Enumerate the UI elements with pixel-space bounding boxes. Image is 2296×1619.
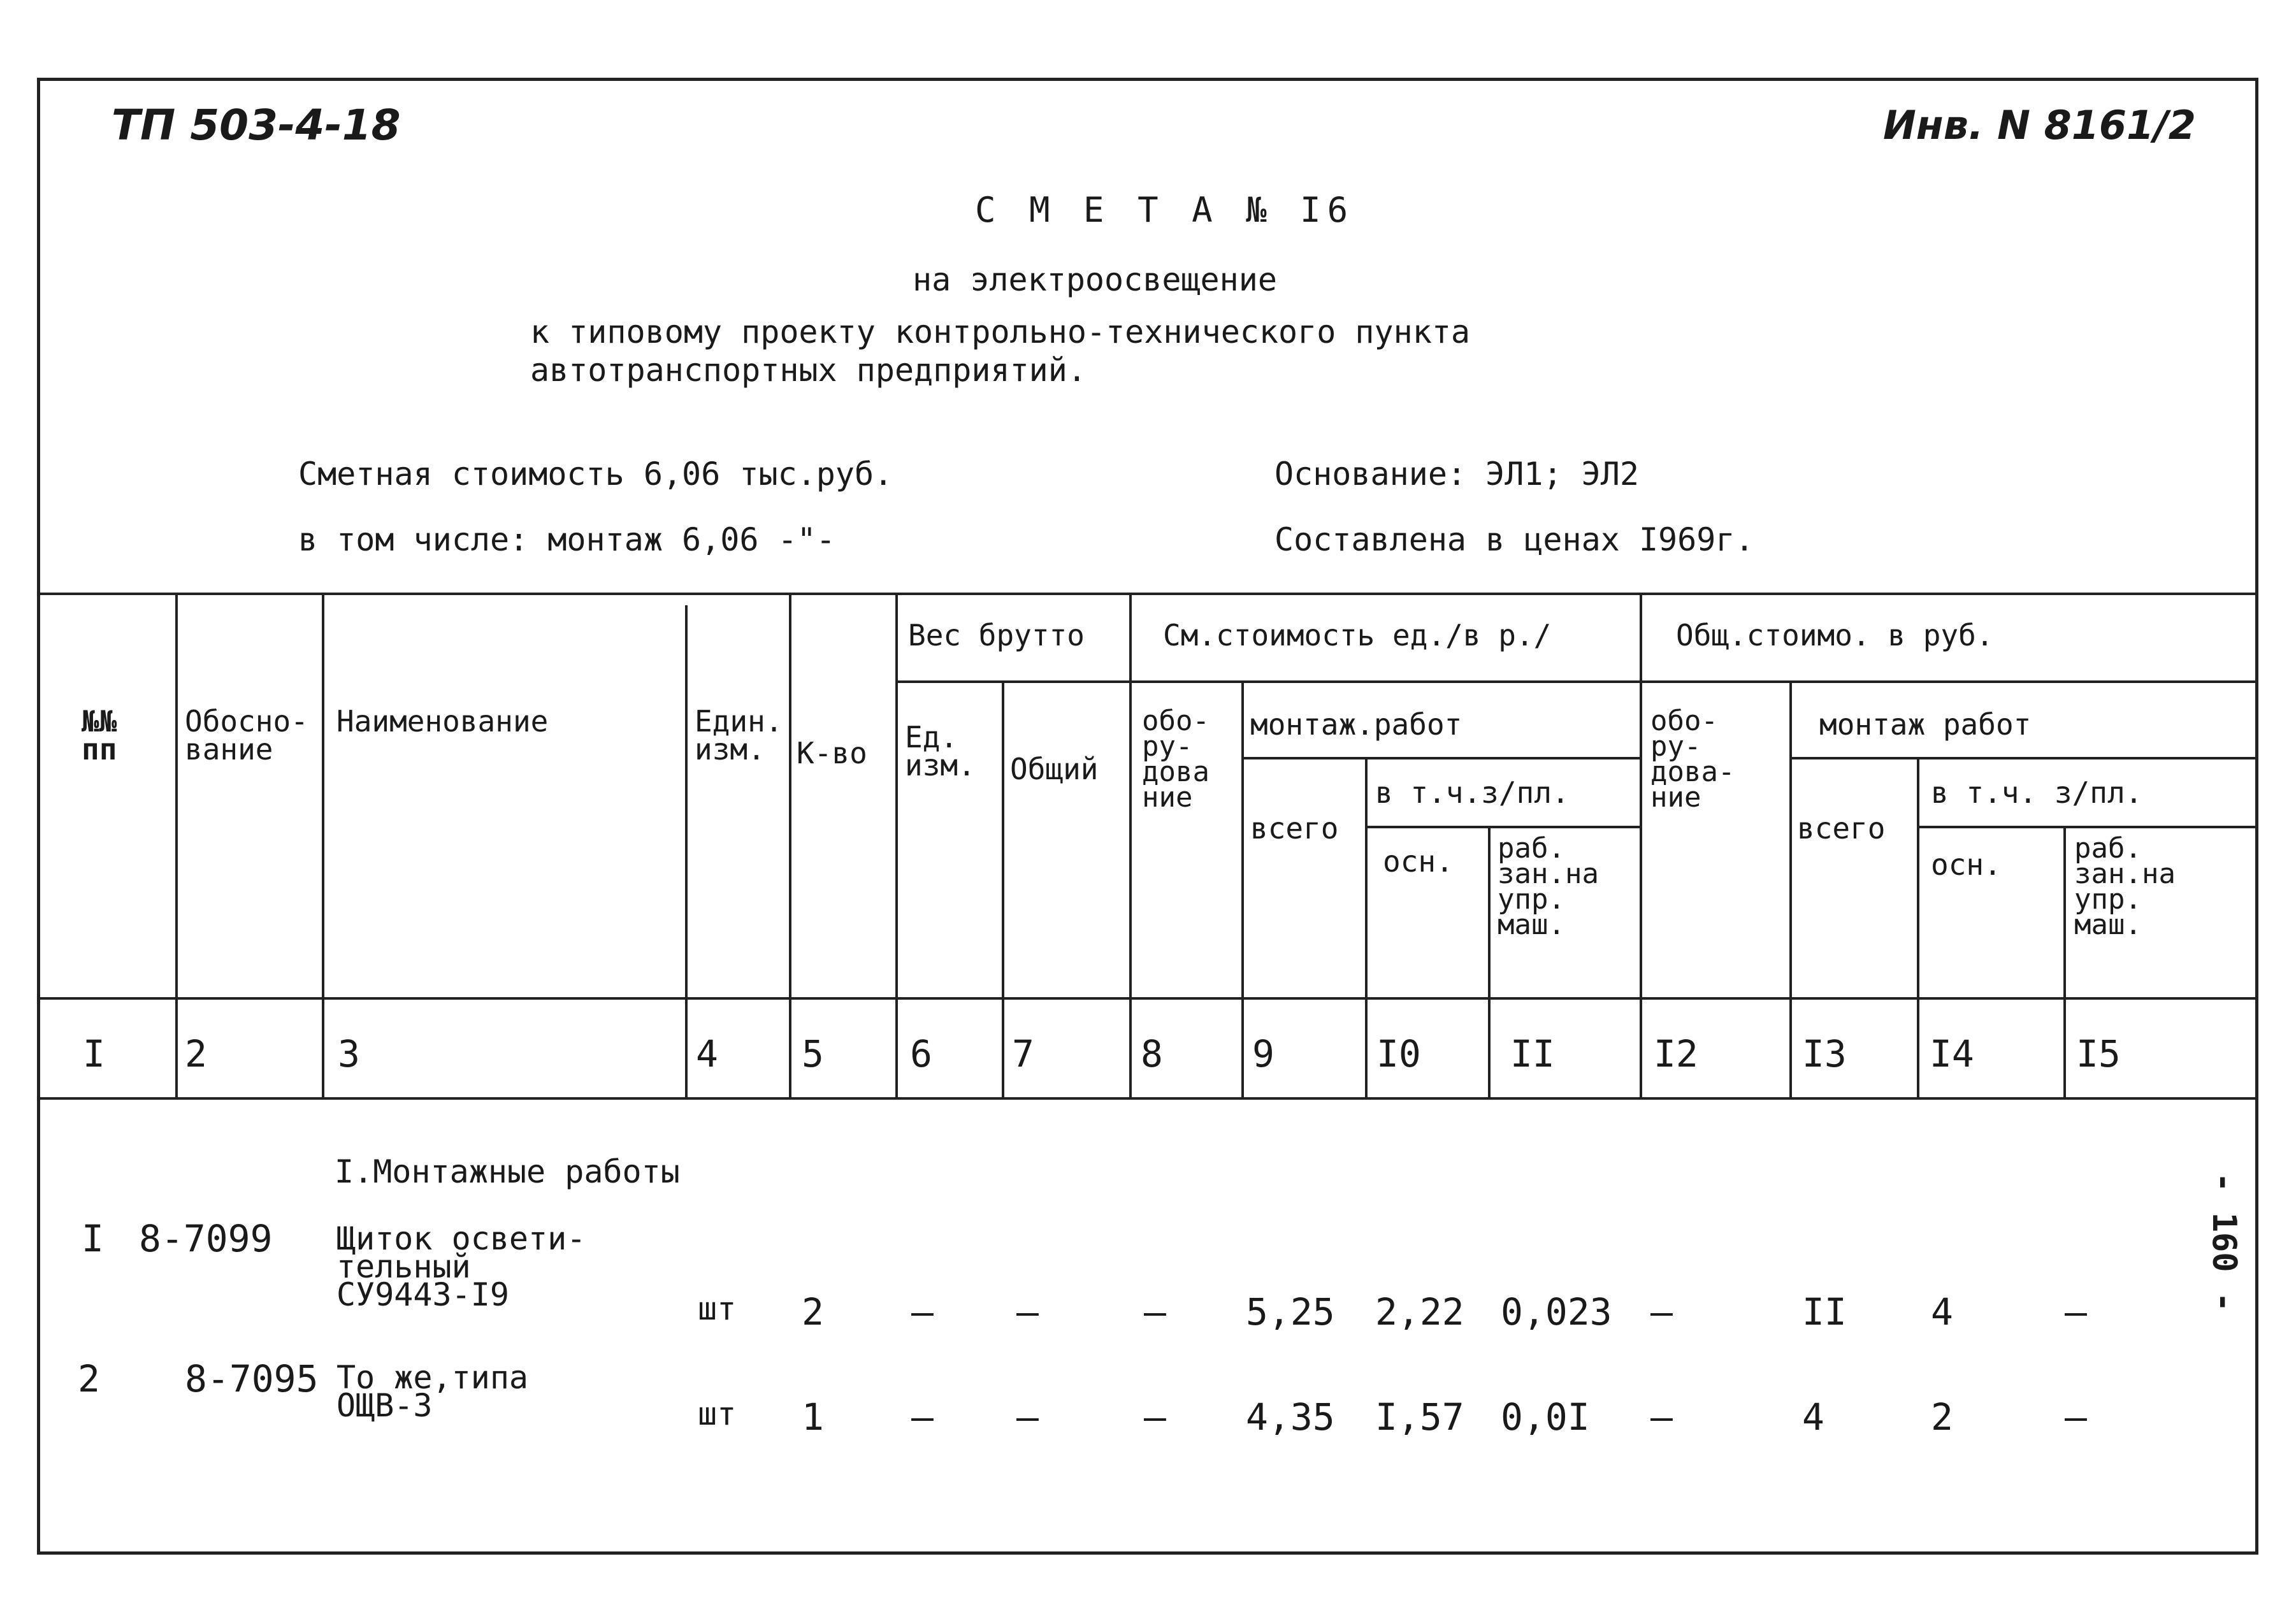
column-number: I3 [1802,1032,1847,1076]
title-line-2: автотранспортных предприятий. [530,352,1087,389]
col-sep-7 [1129,593,1132,1097]
col-sep-2 [322,593,324,1097]
estimated-cost: Сметная стоимость 6,06 тыс.руб. [298,456,893,493]
header-divider-1 [895,680,2256,683]
header-col-no: №№ пп [82,704,117,766]
header-col-wage-base: осн. [1383,844,1454,879]
row1-unit: шт [698,1290,737,1327]
row2-no: 2 [78,1357,100,1400]
row2-total-wage-base: 2 [1931,1395,1953,1439]
col-sep-1 [175,593,178,1097]
column-number: 6 [910,1032,932,1076]
row2-basis: 8-7095 [185,1357,319,1400]
row2-name: То же,типа ОЩВ-3 [336,1359,529,1424]
col-sep-11 [1640,593,1642,1097]
header-divider-3 [1789,757,2258,759]
table-top-line [37,593,2258,595]
col-sep-12 [1789,680,1792,1097]
header-col-machine: раб. зан.на упр. маш. [1498,832,1599,941]
header-col-basis: Обосно- вание [185,704,308,766]
header-col-machine-2: раб. зан.на упр. маш. [2074,832,2176,941]
row1-total-equipment: – [1650,1290,1673,1334]
header-group-unit-cost: См.стоимость ед./в р./ [1163,618,1552,652]
header-bottom-line [37,997,2258,1000]
row1-qty: 2 [802,1290,824,1334]
header-group-incl-wage: в т.ч.з/пл. [1375,775,1570,810]
basis-reference: Основание: ЭЛ1; ЭЛ2 [1274,456,1639,493]
column-number: I [83,1032,105,1076]
header-divider-2 [1241,757,1640,759]
column-numbers-bottom-line [37,1097,2258,1100]
header-col-install-total-2: всего [1797,811,1886,845]
project-code: ТП 503-4-18 [112,101,401,150]
column-number: I2 [1654,1032,1698,1076]
title-line-1: к типовому проекту контрольно-технического пункта [530,313,1471,350]
row2-equipment: – [1144,1395,1166,1439]
col-sep-9 [1365,757,1368,1097]
column-number: 9 [1252,1032,1274,1076]
header-col-install-total: всего [1250,811,1339,845]
row2-qty: 1 [802,1395,824,1439]
col-sep-4 [789,593,791,1097]
section-title: I.Монтажные работы [335,1153,680,1190]
header-col-qty: К-во [797,736,867,770]
document-subtitle: на электроосвещение [913,261,1277,298]
row1-wage-base: 2,22 [1375,1290,1464,1334]
price-level: Составлена в ценах I969г. [1274,521,1754,558]
page-number: - 160 - [2205,1172,2243,1313]
row1-install-total: 5,25 [1246,1290,1335,1334]
row1-no: I [82,1217,104,1260]
header-divider-5 [1917,826,2258,828]
cost-including: в том числе: монтаж 6,06 -"- [298,521,835,558]
row1-name: Щиток освети- тельный СУ9443-I9 [336,1220,586,1313]
row1-total-install: II [1802,1290,1847,1334]
row1-machine: 0,023 [1501,1290,1612,1334]
row2-total-equipment: – [1650,1395,1673,1439]
row2-machine: 0,0I [1501,1395,1590,1439]
col-sep-10 [1488,826,1491,1097]
column-number: 8 [1141,1032,1163,1076]
column-number: II [1510,1032,1555,1076]
header-col-equipment-2: обо- ру- дова- ние [1650,705,1735,814]
header-group-incl-wage-2: в т.ч. з/пл. [1931,775,2143,810]
row1-total-machine: – [2065,1290,2087,1334]
row1-weight-unit: – [911,1290,934,1334]
row2-unit: шт [698,1395,737,1432]
header-group-total-cost: Общ.стоимо. в руб. [1676,618,1994,652]
row1-basis: 8-7099 [139,1217,273,1260]
header-group-weight: Вес брутто [908,618,1085,652]
header-col-weight-unit: Ед. изм. [905,720,976,782]
row2-wage-base: I,57 [1375,1395,1464,1439]
row1-equipment: – [1144,1290,1166,1334]
header-group-installation: монтаж.работ [1250,707,1462,742]
row2-install-total: 4,35 [1246,1395,1335,1439]
column-number: 5 [802,1032,824,1076]
column-number: I0 [1376,1032,1421,1076]
col-sep-5 [895,593,898,1097]
column-number: 3 [338,1032,360,1076]
header-group-installation-2: монтаж работ [1819,707,2032,742]
header-col-name: Наименование [336,704,549,738]
col-sep-13 [1917,757,1919,1097]
column-number: I4 [1930,1032,1974,1076]
row2-total-machine: – [2065,1395,2087,1439]
row1-weight-total: – [1016,1290,1039,1334]
header-col-wage-base-2: осн. [1931,847,2002,882]
header-col-unit: Един. изм. [695,704,783,766]
row2-total-install: 4 [1802,1395,1824,1439]
header-col-equipment: обо- ру- дова ние [1142,705,1209,814]
col-sep-8 [1241,680,1244,1097]
column-number: I5 [2076,1032,2121,1076]
column-number: 7 [1012,1032,1034,1076]
column-number: 2 [185,1032,207,1076]
header-divider-4 [1365,826,1640,828]
document-title: С М Е Т А № I6 [975,190,1355,230]
row1-total-wage-base: 4 [1931,1290,1953,1334]
inventory-number: Инв. N 8161/2 [1883,102,2196,148]
column-number: 4 [696,1032,718,1076]
col-sep-3 [685,605,688,1097]
row2-weight-unit: – [911,1395,934,1439]
header-col-weight-total: Общий [1010,752,1099,786]
row2-weight-total: – [1016,1395,1039,1439]
col-sep-6 [1002,680,1004,1097]
col-sep-14 [2063,826,2066,1097]
